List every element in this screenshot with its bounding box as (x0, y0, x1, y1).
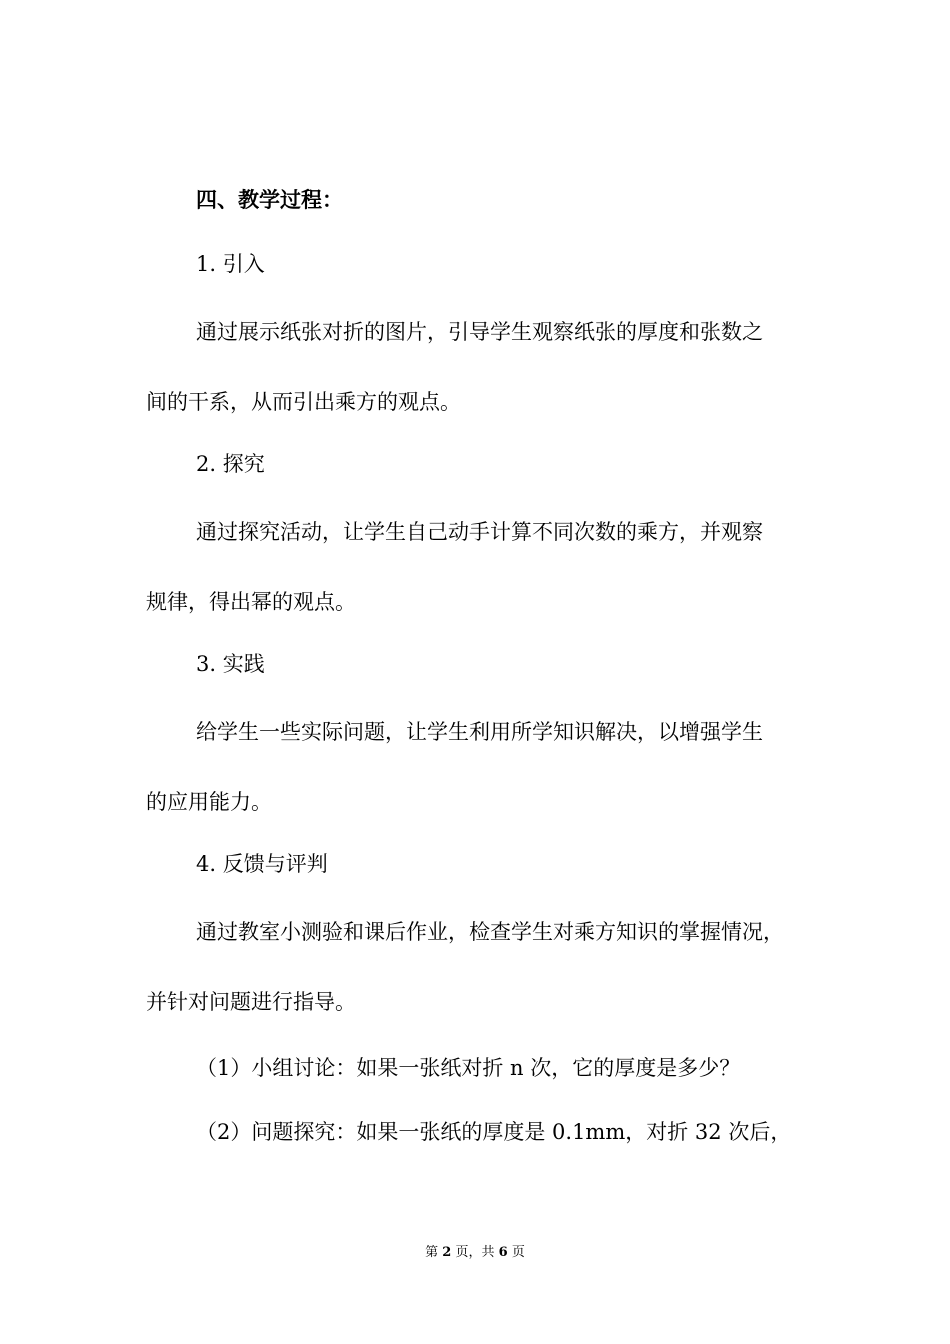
subsection-title: 1. 引入 (196, 252, 265, 276)
current-page-number: 2 (442, 1245, 452, 1260)
paragraph-line: 的应用能力。 (146, 790, 272, 814)
total-page-count: 6 (498, 1245, 508, 1260)
paragraph-line: 通过教室小测验和课后作业，检查学生对乘方知识的掌握情况， (196, 920, 784, 944)
paragraph-line: 通过探究活动，让学生自己动手计算不同次数的乘方，并观察 (196, 520, 763, 544)
footer-middle: 页，共 (455, 1245, 495, 1260)
list-item: （1）小组讨论：如果一张纸对折 n 次，它的厚度是多少？ (196, 1056, 741, 1080)
section-heading: 四、教学过程： (196, 187, 343, 212)
paragraph-line: 给学生一些实际问题，让学生利用所学知识解决，以增强学生 (196, 720, 763, 744)
subsection-title: 4. 反馈与评判 (196, 852, 328, 876)
paragraph-line: 规律，得出幂的观点。 (146, 590, 356, 614)
footer-prefix: 第 (425, 1245, 439, 1260)
footer-suffix: 页 (511, 1245, 525, 1260)
page-footer (0, 1244, 950, 1262)
paragraph-line: 间的干系，从而引出乘方的观点。 (146, 390, 461, 414)
list-item: （2）问题探究：如果一张纸的厚度是 0.1mm，对折 32 次后， (196, 1120, 792, 1144)
paragraph-line: 通过展示纸张对折的图片，引导学生观察纸张的厚度和张数之 (196, 320, 763, 344)
subsection-title: 2. 探究 (196, 452, 265, 476)
subsection-title: 3. 实践 (196, 652, 265, 676)
paragraph-line: 并针对问题进行指导。 (146, 990, 356, 1014)
